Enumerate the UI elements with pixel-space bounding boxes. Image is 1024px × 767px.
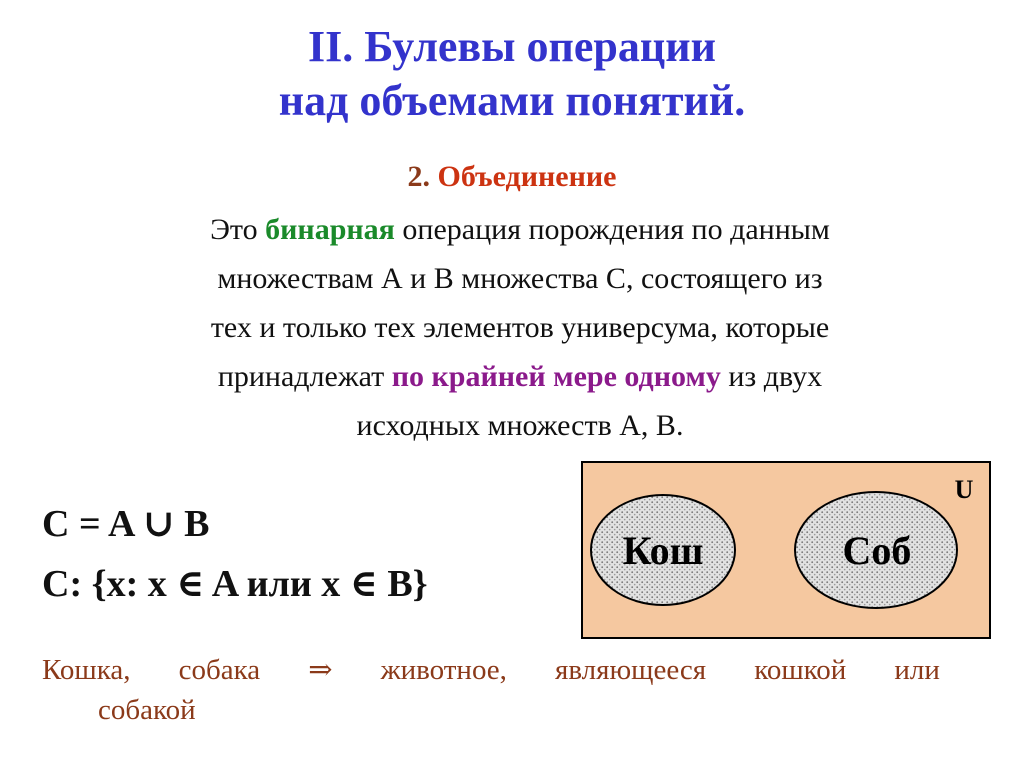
definition-line-3: тех и только тех элементов универсума, которые [210, 311, 830, 344]
slide-title [0, 20, 1024, 128]
set-a-label: Кош [622, 528, 704, 573]
binary-highlight: бинарная [265, 213, 395, 246]
example-word: Кошка, [42, 654, 131, 686]
example-word: являющееся [555, 654, 707, 686]
definition-line-1-start: Это [210, 213, 266, 246]
universe-label: U [954, 475, 974, 504]
at-least-one-highlight: по крайней мере одному [391, 360, 721, 393]
venn-diagram [581, 461, 991, 639]
section-number: 2. [407, 160, 431, 193]
definition-line-4-end: из двух [720, 360, 823, 393]
union-formula: C = A ∪ B [42, 503, 210, 545]
definition-line-4 [90, 352, 950, 401]
example-word: или [894, 654, 940, 686]
definition-text [90, 205, 950, 450]
title-line-2: над объемами понятий. [278, 76, 746, 125]
set-b-label: Соб [842, 528, 912, 573]
example-text [42, 650, 940, 730]
definition-line-1 [90, 205, 950, 254]
title-line-1: II. Булевы операции [308, 22, 716, 71]
example-line-2: собакой [98, 694, 196, 726]
implies-symbol: ⇒ [308, 654, 333, 686]
definition-line-2: множествам А и В множества С, состоящего из [217, 262, 823, 295]
section-heading [0, 160, 1024, 194]
example-line-1 [42, 650, 940, 690]
example-word: кошкой [754, 654, 847, 686]
section-name: Объединение [437, 160, 617, 193]
example-word: собака [178, 654, 261, 686]
definition-line-5: исходных множеств А, В. [356, 409, 684, 442]
definition-line-4-start: принадлежат [217, 360, 392, 393]
example-word: животное, [380, 654, 507, 686]
definition-line-1-end: операция порождения по данным [394, 213, 830, 246]
set-builder-formula: C: {x: x ∈ A или x ∈ B} [42, 563, 428, 605]
